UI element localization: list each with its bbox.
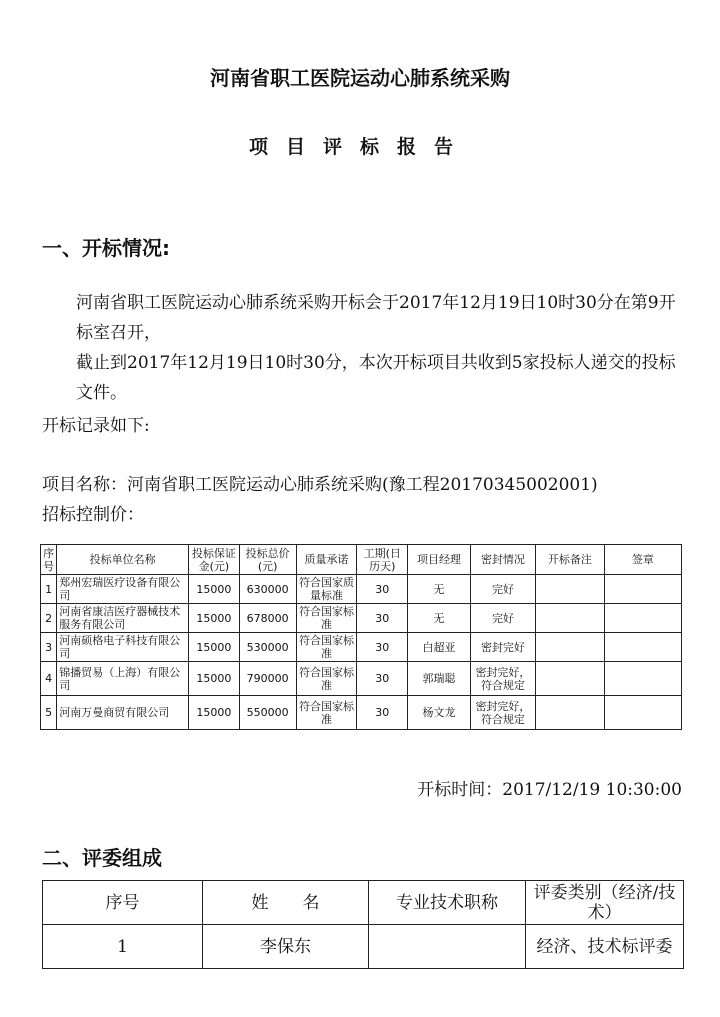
- table-row: [41, 696, 682, 730]
- bid-table: [40, 544, 682, 730]
- header-total: 投标总价(元): [239, 545, 296, 575]
- header-deposit: 投标保证金(元): [189, 545, 240, 575]
- table-row: [41, 575, 682, 604]
- panel-header-no: 序号: [43, 881, 203, 925]
- cell-deposit: 15000: [189, 604, 240, 633]
- document-subtitle: 项目评标报告: [248, 136, 471, 158]
- cell-total: 678000: [239, 604, 296, 633]
- paragraph-deadline-text: 截止到2017年12月19日10时30分，本次开标项目共收到5家投标人递交的投标文件。: [76, 353, 676, 403]
- table-row: [41, 633, 682, 662]
- cell-bidder: 郑州宏瑞医疗设备有限公司: [57, 575, 189, 604]
- cell-remark: [535, 633, 604, 662]
- cell-deposit: 15000: [189, 696, 240, 730]
- table-row: [41, 662, 682, 696]
- panel-cell-category: 经济、技术标评委: [526, 925, 684, 969]
- cell-no: 4: [41, 662, 57, 696]
- paragraph-meeting: [42, 288, 692, 348]
- header-remark: 开标备注: [535, 545, 604, 575]
- cell-manager: 无: [408, 604, 471, 633]
- cell-deposit: 15000: [189, 633, 240, 662]
- panel-header-row: [43, 881, 684, 925]
- panel-header-category: 评委类别（经济/技术）: [526, 881, 684, 925]
- cell-total: 630000: [239, 575, 296, 604]
- cell-total: 790000: [239, 662, 296, 696]
- header-quality: 质量承诺: [296, 545, 357, 575]
- project-name: 项目名称：河南省职工医院运动心肺系统采购(豫工程20170345002001): [42, 475, 598, 495]
- panel-cell-title: [369, 925, 526, 969]
- cell-total: 530000: [239, 633, 296, 662]
- cell-period: 30: [357, 604, 408, 633]
- cell-sign: [604, 604, 681, 633]
- panel-table: [42, 880, 684, 969]
- header-sign: 签章: [604, 545, 681, 575]
- cell-bidder: 河南硕格电子科技有限公司: [57, 633, 189, 662]
- control-price: 招标控制价：: [42, 505, 144, 525]
- cell-total: 550000: [239, 696, 296, 730]
- header-manager: 项目经理: [408, 545, 471, 575]
- cell-quality: 符合国家标准: [296, 633, 357, 662]
- cell-sign: [604, 662, 681, 696]
- cell-bidder: 河南省康洁医疗器械技术服务有限公司: [57, 604, 189, 633]
- cell-remark: [535, 575, 604, 604]
- cell-seal: 密封完好，符合规定: [470, 662, 535, 696]
- table-row: [41, 604, 682, 633]
- panel-header-name: 姓 名: [203, 881, 369, 925]
- cell-sign: [604, 575, 681, 604]
- cell-no: 2: [41, 604, 57, 633]
- cell-quality: 符合国家标准: [296, 696, 357, 730]
- cell-remark: [535, 696, 604, 730]
- cell-manager: 郭瑞聪: [408, 662, 471, 696]
- table-row: [43, 925, 684, 969]
- cell-no: 1: [41, 575, 57, 604]
- record-intro: 开标记录如下:: [42, 416, 150, 436]
- cell-manager: 白超亚: [408, 633, 471, 662]
- cell-manager: 杨文龙: [408, 696, 471, 730]
- cell-seal: 完好: [470, 575, 535, 604]
- open-time: 开标时间：2017/12/19 10:30:00: [417, 780, 682, 800]
- cell-deposit: 15000: [189, 662, 240, 696]
- section-heading-bid-opening: 一、开标情况:: [42, 236, 170, 260]
- bid-table-header-row: [41, 545, 682, 575]
- document-title: 河南省职工医院运动心肺系统采购: [210, 66, 510, 90]
- header-seal: 密封情况: [470, 545, 535, 575]
- panel-cell-no: 1: [43, 925, 203, 969]
- cell-quality: 符合国家标准: [296, 604, 357, 633]
- cell-period: 30: [357, 575, 408, 604]
- cell-no: 3: [41, 633, 57, 662]
- header-bidder: 投标单位名称: [57, 545, 189, 575]
- cell-seal: 完好: [470, 604, 535, 633]
- section-heading-panel: 二、评委组成: [42, 846, 162, 870]
- paragraph-deadline: [42, 348, 692, 408]
- cell-period: 30: [357, 662, 408, 696]
- cell-sign: [604, 633, 681, 662]
- cell-remark: [535, 604, 604, 633]
- paragraph-meeting-text: 河南省职工医院运动心肺系统采购开标会于2017年12月19日10时30分在第9开标室召开，: [76, 293, 676, 343]
- panel-header-title: 专业技术职称: [369, 881, 526, 925]
- cell-seal: 密封完好: [470, 633, 535, 662]
- cell-bidder: 河南万曼商贸有限公司: [57, 696, 189, 730]
- header-period: 工期(日历天): [357, 545, 408, 575]
- cell-sign: [604, 696, 681, 730]
- cell-manager: 无: [408, 575, 471, 604]
- cell-seal: 密封完好，符合规定: [470, 696, 535, 730]
- cell-quality: 符合国家标准: [296, 662, 357, 696]
- panel-cell-name: 李保东: [203, 925, 369, 969]
- cell-remark: [535, 662, 604, 696]
- cell-quality: 符合国家质量标准: [296, 575, 357, 604]
- cell-period: 30: [357, 633, 408, 662]
- cell-no: 5: [41, 696, 57, 730]
- cell-period: 30: [357, 696, 408, 730]
- cell-bidder: 锦播贸易（上海）有限公司: [57, 662, 189, 696]
- cell-deposit: 15000: [189, 575, 240, 604]
- header-no: 序号: [41, 545, 57, 575]
